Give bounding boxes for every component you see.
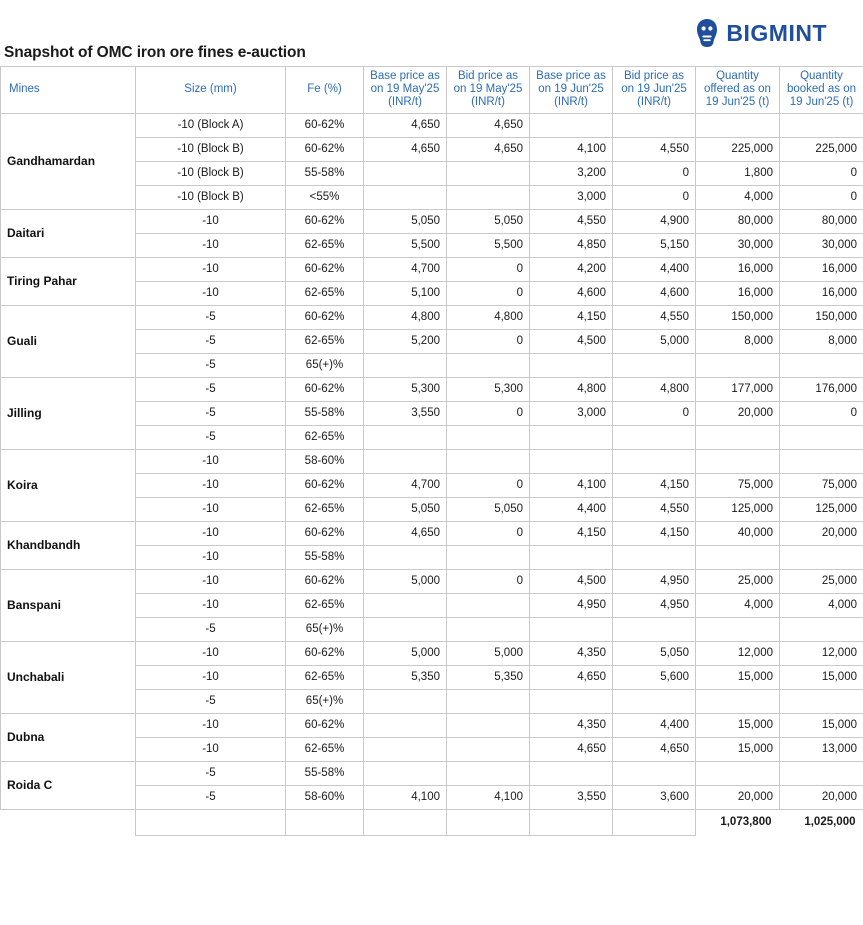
cell-base-price-may: 5,300 xyxy=(364,377,447,401)
table-row xyxy=(1,761,863,785)
table-footer xyxy=(1,809,863,835)
cell-bid-price-may xyxy=(447,761,530,785)
cell-bid-price-jun: 4,550 xyxy=(613,497,696,521)
cell-fe: <55% xyxy=(286,185,364,209)
cell-bid-price-jun: 0 xyxy=(613,401,696,425)
cell-bid-price-jun: 4,400 xyxy=(613,257,696,281)
cell-base-price-jun: 4,100 xyxy=(530,473,613,497)
table-row xyxy=(1,569,863,593)
cell-base-price-may xyxy=(364,761,447,785)
brand-logo xyxy=(694,18,827,48)
cell-bid-price-jun: 5,050 xyxy=(613,641,696,665)
cell-fe: 65(+)% xyxy=(286,617,364,641)
table-row xyxy=(1,113,863,137)
cell-base-price-may: 5,200 xyxy=(364,329,447,353)
cell-base-price-jun: 4,950 xyxy=(530,593,613,617)
cell-mine: Khandbandh xyxy=(1,521,136,569)
cell-base-price-jun: 4,150 xyxy=(530,305,613,329)
cell-base-price-jun xyxy=(530,761,613,785)
cell-bid-price-may: 0 xyxy=(447,569,530,593)
cell-size: -5 xyxy=(136,353,286,377)
column-header-qty-booked: Quantity booked as on 19 Jun'25 (t) xyxy=(780,67,863,114)
total-qty-booked: 1,025,000 xyxy=(804,816,856,829)
cell-base-price-may xyxy=(364,425,447,449)
cell-qty-offered xyxy=(696,425,780,449)
cell-base-price-jun: 4,200 xyxy=(530,257,613,281)
cell-bid-price-may: 5,050 xyxy=(447,497,530,521)
cell-base-price-jun: 3,200 xyxy=(530,161,613,185)
table-row xyxy=(1,449,863,473)
cell-size: -10 (Block A) xyxy=(136,113,286,137)
cell-size: -10 (Block B) xyxy=(136,137,286,161)
cell-bid-price-jun: 4,950 xyxy=(613,593,696,617)
cell-size: -5 xyxy=(136,401,286,425)
cell-bid-price-may: 5,300 xyxy=(447,377,530,401)
cell-bid-price-may: 4,800 xyxy=(447,305,530,329)
table-row xyxy=(1,713,863,737)
cell-bid-price-jun: 4,800 xyxy=(613,377,696,401)
column-header-bid-price-may: Bid price as on 19 May'25 (INR/t) xyxy=(447,67,530,114)
cell-qty-booked: 20,000 xyxy=(780,785,863,809)
cell-qty-offered: 25,000 xyxy=(696,569,780,593)
bigmint-logo-icon xyxy=(694,18,720,48)
cell-base-price-may xyxy=(364,353,447,377)
cell-fe: 65(+)% xyxy=(286,353,364,377)
cell-size: -5 xyxy=(136,761,286,785)
cell-size: -5 xyxy=(136,305,286,329)
cell-base-price-jun: 4,600 xyxy=(530,281,613,305)
cell-bid-price-may: 0 xyxy=(447,473,530,497)
cell-size: -10 xyxy=(136,473,286,497)
table-row xyxy=(1,257,863,281)
cell-bid-price-jun xyxy=(613,689,696,713)
cell-base-price-may xyxy=(364,161,447,185)
cell-base-price-may: 4,650 xyxy=(364,113,447,137)
cell-base-price-jun: 4,100 xyxy=(530,137,613,161)
cell-base-price-jun xyxy=(530,425,613,449)
column-header-bid-price-jun: Bid price as on 19 Jun'25 (INR/t) xyxy=(613,67,696,114)
table-row xyxy=(1,377,863,401)
cell-bid-price-jun: 5,600 xyxy=(613,665,696,689)
cell-bid-price-may: 5,350 xyxy=(447,665,530,689)
cell-qty-booked: 4,000 xyxy=(780,593,863,617)
cell-qty-offered: 15,000 xyxy=(696,665,780,689)
cell-fe: 62-65% xyxy=(286,233,364,257)
cell-base-price-jun xyxy=(530,617,613,641)
cell-bid-price-jun: 4,150 xyxy=(613,521,696,545)
cell-size: -10 xyxy=(136,233,286,257)
table-header xyxy=(1,67,863,114)
cell-fe: 60-62% xyxy=(286,137,364,161)
cell-qty-booked xyxy=(780,113,863,137)
cell-qty-offered xyxy=(696,761,780,785)
header-row xyxy=(1,67,863,114)
cell-base-price-may: 5,050 xyxy=(364,209,447,233)
auction-snapshot-table xyxy=(0,66,863,836)
cell-qty-booked xyxy=(780,545,863,569)
cell-base-price-may: 4,100 xyxy=(364,785,447,809)
cell-fe: 58-60% xyxy=(286,785,364,809)
cell-qty-offered: 4,000 xyxy=(696,593,780,617)
cell-bid-price-jun xyxy=(613,617,696,641)
cell-fe: 55-58% xyxy=(286,161,364,185)
cell-qty-booked xyxy=(780,617,863,641)
cell-size: -10 xyxy=(136,713,286,737)
cell-qty-offered xyxy=(696,545,780,569)
cell-qty-offered: 16,000 xyxy=(696,281,780,305)
cell-base-price-may: 5,350 xyxy=(364,665,447,689)
cell-base-price-may: 5,050 xyxy=(364,497,447,521)
cell-qty-offered: 4,000 xyxy=(696,185,780,209)
cell-qty-booked: 25,000 xyxy=(780,569,863,593)
cell-qty-booked xyxy=(780,449,863,473)
cell-fe: 62-65% xyxy=(286,329,364,353)
cell-size: -10 xyxy=(136,545,286,569)
table-row xyxy=(1,641,863,665)
cell-mine: Roida C xyxy=(1,761,136,809)
cell-qty-booked: 13,000 xyxy=(780,737,863,761)
cell-fe: 58-60% xyxy=(286,449,364,473)
cell-size: -5 xyxy=(136,425,286,449)
cell-base-price-may: 4,650 xyxy=(364,521,447,545)
cell-bid-price-may xyxy=(447,425,530,449)
cell-size: -10 xyxy=(136,569,286,593)
cell-base-price-jun xyxy=(530,545,613,569)
cell-qty-booked: 225,000 xyxy=(780,137,863,161)
cell-bid-price-may: 5,500 xyxy=(447,233,530,257)
cell-fe: 60-62% xyxy=(286,305,364,329)
totals-blank-size xyxy=(136,809,286,835)
column-header-size: Size (mm) xyxy=(136,67,286,114)
cell-size: -5 xyxy=(136,689,286,713)
cell-bid-price-may xyxy=(447,593,530,617)
cell-fe: 62-65% xyxy=(286,425,364,449)
cell-qty-offered xyxy=(696,353,780,377)
cell-bid-price-jun xyxy=(613,761,696,785)
cell-base-price-jun xyxy=(530,689,613,713)
cell-size: -10 xyxy=(136,593,286,617)
cell-bid-price-may xyxy=(447,737,530,761)
cell-base-price-may: 4,800 xyxy=(364,305,447,329)
cell-bid-price-may xyxy=(447,545,530,569)
cell-base-price-jun: 3,000 xyxy=(530,185,613,209)
cell-bid-price-jun: 4,600 xyxy=(613,281,696,305)
cell-fe: 55-58% xyxy=(286,401,364,425)
cell-base-price-jun xyxy=(530,113,613,137)
cell-qty-booked: 16,000 xyxy=(780,257,863,281)
cell-bid-price-may xyxy=(447,449,530,473)
cell-base-price-jun: 4,850 xyxy=(530,233,613,257)
cell-bid-price-may: 5,000 xyxy=(447,641,530,665)
cell-base-price-may xyxy=(364,713,447,737)
cell-bid-price-may xyxy=(447,689,530,713)
cell-base-price-jun: 4,400 xyxy=(530,497,613,521)
cell-mine: Jilling xyxy=(1,377,136,449)
cell-qty-offered xyxy=(696,449,780,473)
cell-mine: Guali xyxy=(1,305,136,377)
table-body xyxy=(1,113,863,809)
cell-size: -10 (Block B) xyxy=(136,161,286,185)
cell-qty-offered: 225,000 xyxy=(696,137,780,161)
column-header-mines: Mines xyxy=(1,67,136,114)
cell-qty-offered: 30,000 xyxy=(696,233,780,257)
cell-qty-offered: 1,800 xyxy=(696,161,780,185)
cell-qty-offered: 125,000 xyxy=(696,497,780,521)
cell-bid-price-may: 0 xyxy=(447,329,530,353)
cell-bid-price-jun: 5,150 xyxy=(613,233,696,257)
cell-bid-price-jun: 4,400 xyxy=(613,713,696,737)
cell-bid-price-jun xyxy=(613,449,696,473)
cell-size: -5 xyxy=(136,785,286,809)
cell-base-price-may xyxy=(364,449,447,473)
cell-bid-price-may xyxy=(447,617,530,641)
column-header-base-price-may: Base price as on 19 May'25 (INR/t) xyxy=(364,67,447,114)
cell-qty-booked xyxy=(780,353,863,377)
cell-qty-offered: 177,000 xyxy=(696,377,780,401)
cell-bid-price-may: 4,650 xyxy=(447,137,530,161)
column-header-qty-offered: Quantity offered as on 19 Jun'25 (t) xyxy=(696,67,780,114)
cell-qty-booked: 0 xyxy=(780,401,863,425)
cell-qty-booked xyxy=(780,761,863,785)
cell-base-price-may xyxy=(364,617,447,641)
cell-size: -10 (Block B) xyxy=(136,185,286,209)
cell-base-price-jun: 3,550 xyxy=(530,785,613,809)
table-row xyxy=(1,209,863,233)
totals-blank-fe xyxy=(286,809,364,835)
cell-bid-price-may: 0 xyxy=(447,281,530,305)
cell-fe: 60-62% xyxy=(286,569,364,593)
cell-base-price-jun: 4,500 xyxy=(530,569,613,593)
cell-base-price-may: 3,550 xyxy=(364,401,447,425)
cell-qty-booked: 15,000 xyxy=(780,713,863,737)
cell-bid-price-may: 5,050 xyxy=(447,209,530,233)
cell-qty-booked: 80,000 xyxy=(780,209,863,233)
cell-fe: 60-62% xyxy=(286,113,364,137)
cell-qty-booked: 176,000 xyxy=(780,377,863,401)
cell-bid-price-may xyxy=(447,713,530,737)
cell-qty-offered: 75,000 xyxy=(696,473,780,497)
table-row xyxy=(1,305,863,329)
cell-base-price-may: 4,700 xyxy=(364,257,447,281)
cell-size: -10 xyxy=(136,737,286,761)
cell-bid-price-may xyxy=(447,353,530,377)
cell-bid-price-may xyxy=(447,185,530,209)
cell-base-price-may: 5,000 xyxy=(364,569,447,593)
cell-size: -10 xyxy=(136,257,286,281)
totals-blank-bp-jun xyxy=(530,809,613,835)
cell-bid-price-jun: 4,900 xyxy=(613,209,696,233)
cell-mine: Koira xyxy=(1,449,136,521)
cell-mine: Dubna xyxy=(1,713,136,761)
cell-qty-offered: 16,000 xyxy=(696,257,780,281)
cell-base-price-jun xyxy=(530,353,613,377)
cell-bid-price-jun: 4,650 xyxy=(613,737,696,761)
cell-bid-price-jun: 0 xyxy=(613,185,696,209)
cell-qty-booked xyxy=(780,689,863,713)
cell-base-price-may xyxy=(364,545,447,569)
cell-bid-price-may: 0 xyxy=(447,401,530,425)
cell-base-price-jun: 4,500 xyxy=(530,329,613,353)
cell-base-price-may: 5,000 xyxy=(364,641,447,665)
cell-fe: 62-65% xyxy=(286,665,364,689)
cell-fe: 60-62% xyxy=(286,257,364,281)
cell-fe: 62-65% xyxy=(286,593,364,617)
cell-bid-price-jun: 0 xyxy=(613,161,696,185)
cell-fe: 62-65% xyxy=(286,497,364,521)
cell-qty-booked: 8,000 xyxy=(780,329,863,353)
cell-mine: Banspani xyxy=(1,569,136,641)
cell-size: -10 xyxy=(136,497,286,521)
cell-qty-booked: 75,000 xyxy=(780,473,863,497)
cell-bid-price-jun: 4,950 xyxy=(613,569,696,593)
cell-qty-booked: 15,000 xyxy=(780,665,863,689)
totals-blank-bp-may xyxy=(364,809,447,835)
cell-size: -10 xyxy=(136,665,286,689)
cell-base-price-may: 5,100 xyxy=(364,281,447,305)
cell-base-price-jun: 4,650 xyxy=(530,665,613,689)
cell-base-price-jun: 4,800 xyxy=(530,377,613,401)
cell-bid-price-jun: 5,000 xyxy=(613,329,696,353)
cell-qty-booked: 16,000 xyxy=(780,281,863,305)
cell-bid-price-jun: 4,550 xyxy=(613,305,696,329)
cell-bid-price-jun xyxy=(613,113,696,137)
cell-base-price-may: 5,500 xyxy=(364,233,447,257)
cell-qty-booked: 125,000 xyxy=(780,497,863,521)
cell-mine: Unchabali xyxy=(1,641,136,713)
cell-fe: 55-58% xyxy=(286,761,364,785)
totals-row xyxy=(1,809,863,835)
cell-base-price-may xyxy=(364,689,447,713)
cell-size: -10 xyxy=(136,641,286,665)
cell-fe: 60-62% xyxy=(286,521,364,545)
column-header-fe: Fe (%) xyxy=(286,67,364,114)
table-row xyxy=(1,521,863,545)
cell-bid-price-may: 0 xyxy=(447,521,530,545)
cell-bid-price-jun: 4,550 xyxy=(613,137,696,161)
cell-mine: Gandhamardan xyxy=(1,113,136,209)
cell-fe: 65(+)% xyxy=(286,689,364,713)
brand-name: BIGMINT xyxy=(726,19,827,46)
cell-bid-price-jun: 3,600 xyxy=(613,785,696,809)
cell-fe: 60-62% xyxy=(286,713,364,737)
cell-fe: 60-62% xyxy=(286,641,364,665)
cell-size: -10 xyxy=(136,521,286,545)
cell-fe: 62-65% xyxy=(286,737,364,761)
cell-fe: 60-62% xyxy=(286,209,364,233)
cell-qty-offered xyxy=(696,113,780,137)
cell-qty-booked: 30,000 xyxy=(780,233,863,257)
cell-qty-offered: 12,000 xyxy=(696,641,780,665)
column-header-base-price-jun: Base price as on 19 Jun'25 (INR/t) xyxy=(530,67,613,114)
totals-blank-bid-jun xyxy=(613,809,696,835)
cell-fe: 62-65% xyxy=(286,281,364,305)
cell-size: -5 xyxy=(136,617,286,641)
cell-qty-offered: 15,000 xyxy=(696,713,780,737)
cell-bid-price-jun xyxy=(613,425,696,449)
cell-qty-booked: 12,000 xyxy=(780,641,863,665)
cell-qty-offered: 20,000 xyxy=(696,401,780,425)
cell-size: -10 xyxy=(136,449,286,473)
cell-size: -5 xyxy=(136,329,286,353)
cell-qty-offered: 15,000 xyxy=(696,737,780,761)
cell-fe: 60-62% xyxy=(286,377,364,401)
cell-base-price-jun: 4,350 xyxy=(530,641,613,665)
cell-qty-offered xyxy=(696,617,780,641)
auction-table-wrapper xyxy=(0,66,863,836)
totals-spacer-mines xyxy=(1,809,136,835)
cell-qty-booked: 0 xyxy=(780,185,863,209)
cell-qty-offered: 80,000 xyxy=(696,209,780,233)
cell-qty-booked: 20,000 xyxy=(780,521,863,545)
cell-size: -5 xyxy=(136,377,286,401)
cell-bid-price-may xyxy=(447,161,530,185)
cell-base-price-may: 4,700 xyxy=(364,473,447,497)
cell-base-price-may xyxy=(364,185,447,209)
total-qty-offered: 1,073,800 xyxy=(720,816,772,829)
cell-mine: Tiring Pahar xyxy=(1,257,136,305)
cell-qty-booked: 150,000 xyxy=(780,305,863,329)
cell-base-price-jun: 4,550 xyxy=(530,209,613,233)
cell-qty-booked: 0 xyxy=(780,161,863,185)
cell-bid-price-may: 0 xyxy=(447,257,530,281)
cell-mine: Daitari xyxy=(1,209,136,257)
cell-bid-price-jun xyxy=(613,545,696,569)
cell-size: -10 xyxy=(136,209,286,233)
page-title: Snapshot of OMC iron ore fines e-auction xyxy=(4,44,306,61)
cell-fe: 55-58% xyxy=(286,545,364,569)
cell-bid-price-may: 4,650 xyxy=(447,113,530,137)
cell-bid-price-jun: 4,150 xyxy=(613,473,696,497)
cell-qty-offered xyxy=(696,689,780,713)
cell-size: -10 xyxy=(136,281,286,305)
cell-fe: 60-62% xyxy=(286,473,364,497)
cell-bid-price-jun xyxy=(613,353,696,377)
totals-blank-bid-may xyxy=(447,809,530,835)
cell-base-price-may xyxy=(364,593,447,617)
cell-bid-price-may: 4,100 xyxy=(447,785,530,809)
cell-base-price-jun: 4,150 xyxy=(530,521,613,545)
cell-base-price-may: 4,650 xyxy=(364,137,447,161)
cell-qty-offered: 8,000 xyxy=(696,329,780,353)
cell-base-price-jun: 4,650 xyxy=(530,737,613,761)
cell-qty-offered: 20,000 xyxy=(696,785,780,809)
cell-qty-offered: 150,000 xyxy=(696,305,780,329)
cell-qty-offered: 40,000 xyxy=(696,521,780,545)
cell-base-price-may xyxy=(364,737,447,761)
cell-base-price-jun: 4,350 xyxy=(530,713,613,737)
cell-qty-booked xyxy=(780,425,863,449)
cell-base-price-jun xyxy=(530,449,613,473)
cell-base-price-jun: 3,000 xyxy=(530,401,613,425)
